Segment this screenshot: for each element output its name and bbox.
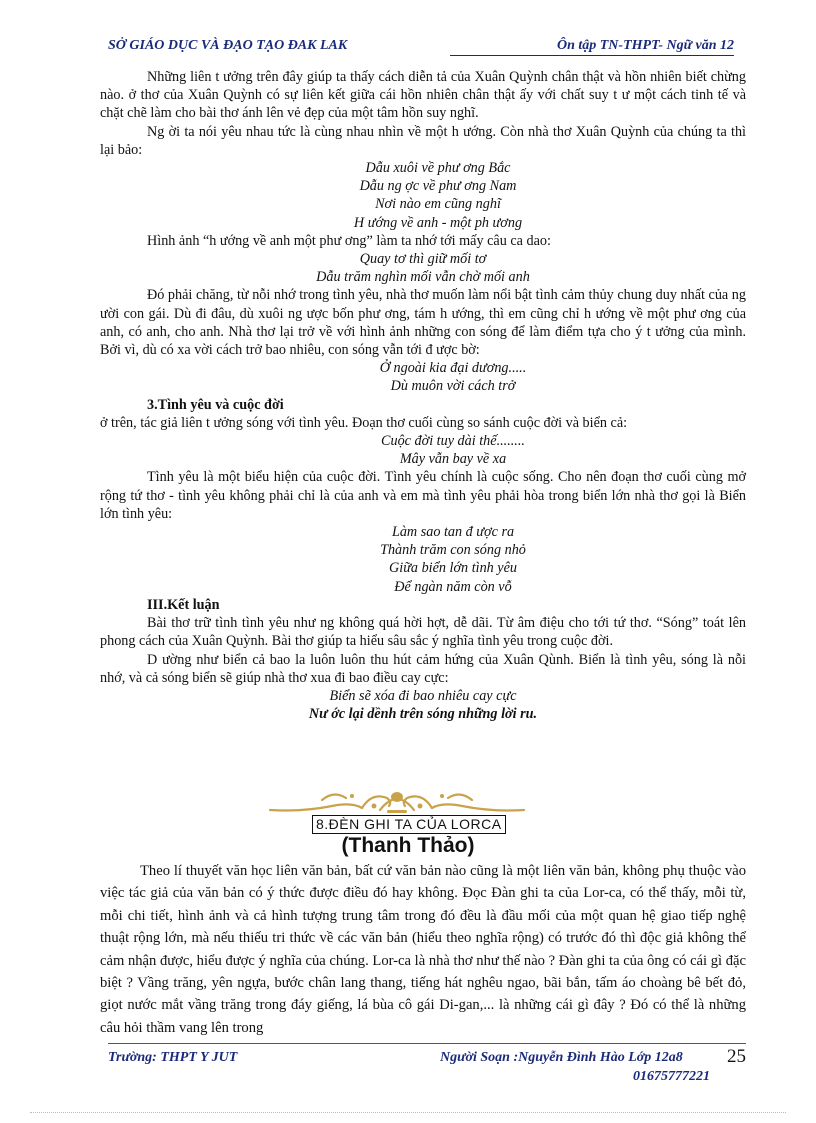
header-department: SỞ GIÁO DỤC VÀ ĐẠO TẠO ĐAK LAK <box>108 38 348 53</box>
section-heading: III.Kết luận <box>147 596 220 613</box>
verse-line: H ướng về anh - một ph ương <box>353 214 523 231</box>
paragraph: Bài thơ trữ tình tình yêu như ng không quá hời hợt, dễ dãi. Từ âm điệu cho tới tứ thơ. “Sóng” toát lên phong cách của Xuân Quỳnh. Bài thơ giúp ta hiểu sâu sắc ý nghĩa tình yêu trong cuộc đời. <box>100 615 746 650</box>
verse-line: Biển sẽ xóa đi bao nhiêu cay cực <box>329 687 517 704</box>
verse-line: Cuộc đời tuy dài thế........ <box>381 433 525 450</box>
decorative-ornament-icon <box>262 786 532 818</box>
paragraph: Hình ảnh “h ướng về anh một phư ơng” làm ta nhớ tới mấy câu ca dao: <box>147 232 551 249</box>
paragraph: Theo lí thuyết văn học liên văn bản, bất cứ văn bản nào cũng là một liên văn bản, không phụ thuộc vào việc tác giả của văn bản có ý thức được điều đó hay không. Đọc Đàn ghi ta của Lor-ca, có thể thấy, mỗi từ, mỗi chi tiết, hình ảnh và cả hình tượng trung tâm trong đó đều là đầu mối của một quan hệ giao tiếp nghệ thuật rộng lớn, mà nếu thiếu tri thức về các văn bản (hiểu theo nghĩa rộng) có trước đó thì độc giả không thể cảm nhận được, hiểu được ý nghĩa của chúng. Lor-ca là nhà thơ như thế nào ? Đàn ghi ta của ông có cái gì đặc biệt ? Vầng trăng, yên ngựa, bước chân lang thang, tiếng hát nghêu ngao, bãi bắn, tấm áo choàng bê bết đỏ, giọt nước mắt vầng trăng trong đáy giếng, lá bùa cô gái Di-gan,... là những cái gì đây ? Đó có thể là những câu hỏi thầm vang lên trong <box>100 863 746 1036</box>
verse-line: Thành trăm con sóng nhỏ <box>380 542 526 559</box>
footer-author: Người Soạn :Nguyễn Đình Hào Lớp 12a8 <box>440 1050 683 1065</box>
verse-line: Giữa biển lớn tình yêu <box>389 560 517 577</box>
verse-line: Mây vẫn bay về xa <box>399 451 507 468</box>
paragraph: D ường như biển cả bao la luôn luôn thu hút cảm hứng của Xuân Qùnh. Biển là tình yêu, sóng là nỗi nhớ, và cả sóng biển sẽ giúp nhà thơ xua đi bao điều cay cực: <box>100 651 746 686</box>
paragraph: Tình yêu là một biểu hiện của cuộc đời. Tình yêu chính là cuộc sống. Cho nên đoạn thơ cuối cùng mở rộng tứ thơ - tình yêu không phải chỉ là của anh và em mà tình yêu phải hòa trong biển lớn nhà thơ gọi là Biển lớn tình yêu: <box>100 469 746 522</box>
section-heading: 3.Tình yêu và cuộc đời <box>147 396 284 413</box>
section-title: 8.ĐÈN GHI TA CỦA LORCA <box>312 815 506 834</box>
verse-line: Nư ớc lại dềnh trên sóng những lời ru. <box>308 706 538 723</box>
paragraph: Những liên t ưởng trên đây giúp ta thấy cách diễn tả của Xuân Quỳnh chân thật và hồn nhiên biết chừng nào. ở thơ của Xuân Quỳnh có sự liên kết giữa cái hồn nhiên chân thật ấy với chất suy t ư một cách tinh tế và chặt chẽ làm cho bài thơ ánh lên vẻ đẹp của một tâm hồn suy nghĩ. <box>100 69 746 122</box>
verse-line: Dẫu trăm nghìn mối vẫn chờ mối anh <box>316 269 530 286</box>
footer-divider <box>108 1043 746 1044</box>
header-course: Ôn tập TN-THPT- Ngữ văn 12 <box>450 38 734 56</box>
paragraph: Đó phải chăng, từ nỗi nhớ trong tình yêu, nhà thơ muốn làm nổi bật tình cảm thủy chung duy nhất của ng ười con gái. Dù đi đâu, dù xuôi ng ược bốn phư ơng, tám h ướng, thì em cũng chỉ h ướng về một phư ơng của anh, có anh, cho anh. Nhà thơ lại trở về với hình ảnh những con sóng để làm điểm tựa cho ý t ưởng của mình. Bởi vì, dù có xa vời cách trở bao nhiêu, con sóng vẫn tới đ ược bờ: <box>100 287 746 359</box>
page-number: 25 <box>727 1046 746 1067</box>
footer-phone: 01675777221 <box>633 1069 710 1084</box>
verse-line: Dẫu xuôi về phư ơng Bắc <box>365 160 511 177</box>
verse-line: Ở ngoài kia đại dương..... <box>379 360 527 377</box>
verse-line: Dù muôn vời cách trở <box>390 378 516 395</box>
section-text <box>100 860 746 1039</box>
verse-line: Nơi nào em cũng nghĩ <box>375 196 501 213</box>
page-edge-divider <box>30 1112 786 1113</box>
paragraph: Ng ời ta nói yêu nhau tức là cùng nhau nhìn về một h ướng. Còn nhà thơ Xuân Quỳnh của chúng ta thì lại bảo: <box>100 123 746 158</box>
verse-line: Dẫu ng ợc về phư ơng Nam <box>359 178 517 195</box>
poem-author: (Thanh Thảo) <box>341 834 475 857</box>
verse-line: Làm sao tan đ ược ra <box>391 524 515 541</box>
verse-line: Quay tơ thì giữ mối tơ <box>359 251 487 268</box>
footer-school: Trường: THPT Y JUT <box>108 1050 238 1065</box>
paragraph: ở trên, tác giả liên t ưởng sóng với tình yêu. Đoạn thơ cuối cùng so sánh cuộc đời và biển cả: <box>100 414 628 431</box>
main-text <box>100 68 746 723</box>
verse-line: Để ngàn năm còn vỗ <box>394 578 512 595</box>
